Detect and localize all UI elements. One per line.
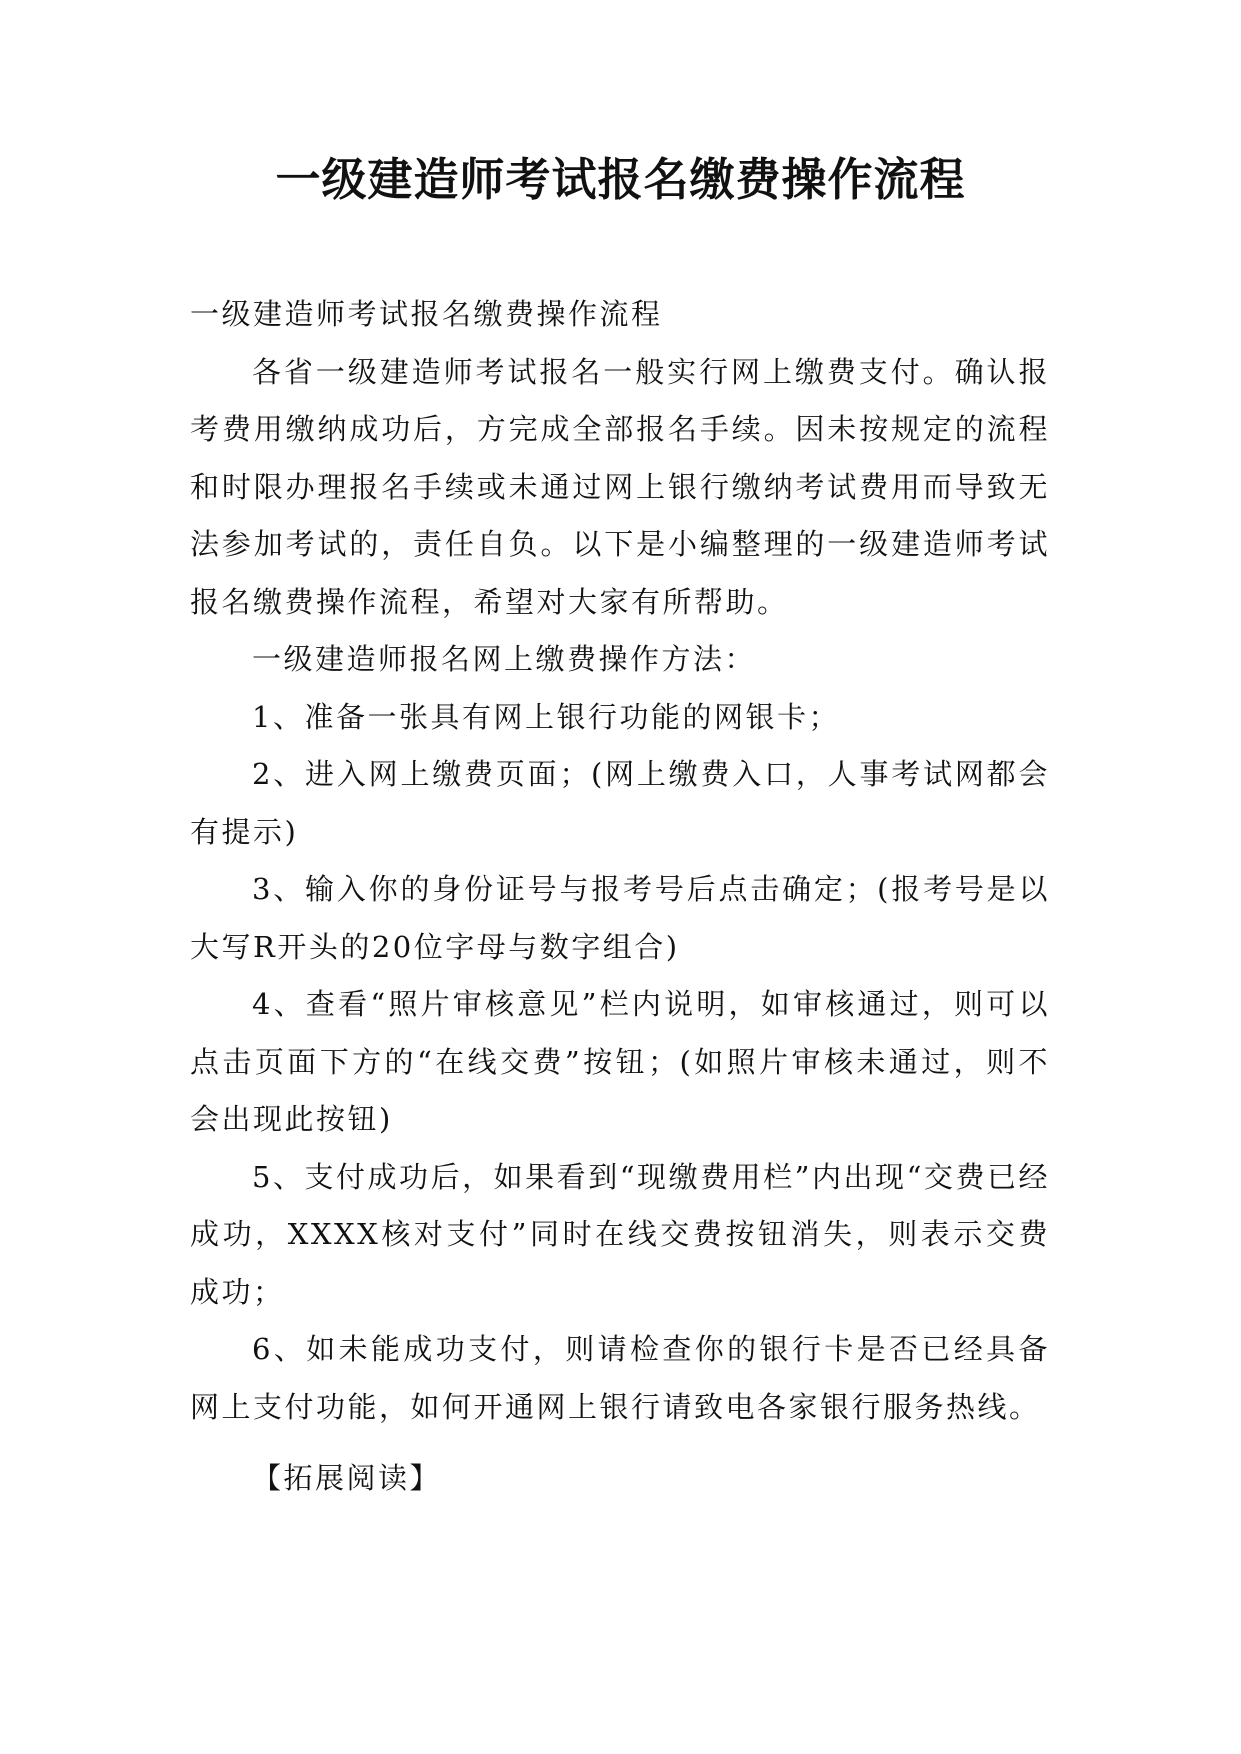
step-5: 5、支付成功后，如果看到“现缴费用栏”内出现“交费已经成功，XXXX核对支付”同时在线交费按钮消失，则表示交费成功； bbox=[190, 1159, 1050, 1309]
step-3: 3、输入你的身份证号与报考号后点击确定；(报考号是以大写R开头的20位字母与数字组合) bbox=[190, 872, 1050, 964]
document-body bbox=[190, 286, 1050, 1508]
document-title: 一级建造师考试报名缴费操作流程 bbox=[275, 153, 966, 206]
step-2: 2、进入网上缴费页面；(网上缴费入口，人事考试网都会有提示) bbox=[190, 757, 1050, 849]
step-6: 6、如未能成功支付，则请检查你的银行卡是否已经具备网上支付功能，如何开通网上银行请致电各家银行服务热线。 bbox=[190, 1332, 1050, 1424]
method-heading: 一级建造师报名网上缴费操作方法： bbox=[252, 642, 757, 676]
extended-reading-heading: 【拓展阅读】 bbox=[252, 1461, 442, 1495]
step-1: 1、准备一张具有网上银行功能的网银卡； bbox=[252, 699, 840, 734]
step-4: 4、查看“照片审核意见”栏内说明，如审核通过，则可以点击页面下方的“在线交费”按钮；(如照片审核未通过，则不会出现此按钮) bbox=[190, 987, 1050, 1136]
intro-paragraph: 各省一级建造师考试报名一般实行网上缴费支付。确认报考费用缴纳成功后，方完成全部报名手续。因未按规定的流程和时限办理报名手续或未通过网上银行缴纳考试费用而导致无法参加考试的，责任自负。以下是小编整理的一级建造师考试报名缴费操作流程，希望对大家有所帮助。 bbox=[190, 354, 1050, 619]
document-subtitle: 一级建造师考试报名缴费操作流程 bbox=[190, 297, 663, 331]
